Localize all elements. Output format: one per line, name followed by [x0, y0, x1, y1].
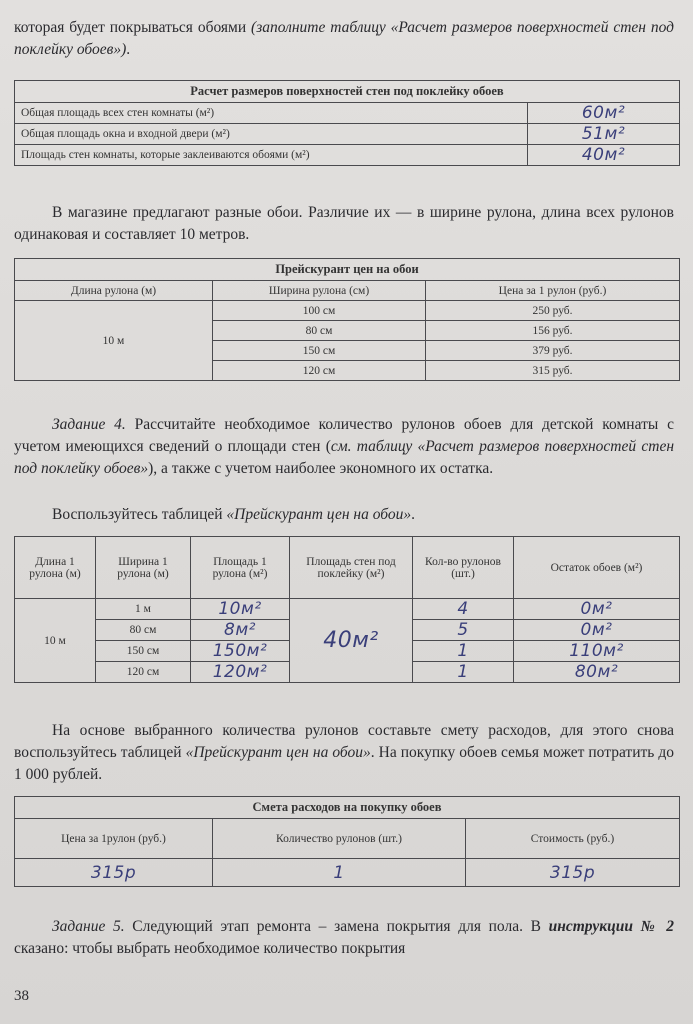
header-wall-area: Площадь стен под поклейку (м²)	[290, 537, 413, 599]
handwritten-roll-count: 1	[413, 662, 514, 683]
shop-paragraph: В магазине предлагают разные обои. Различие их — в ширине рулона, длина всех рулонов одинаковая и составляет 10 метров.	[14, 204, 674, 243]
task5-instruction-ref: инструкции № 2	[548, 918, 674, 935]
roll-price: 156 руб.	[426, 321, 680, 341]
budget-italic-ref: «Прейскурант цен на обои»	[185, 744, 371, 761]
table-row	[15, 103, 680, 124]
intro-paragraph	[14, 17, 674, 61]
handwritten-remainder: 80м²	[514, 662, 680, 683]
handwritten-roll-area: 120м²	[191, 662, 290, 683]
task4-paragraph	[14, 414, 674, 480]
roll-price: 379 руб.	[426, 341, 680, 361]
intro-end: .	[126, 41, 131, 58]
task4-line2-end: .	[411, 506, 415, 523]
pricelist-table	[14, 258, 680, 381]
header-price: Цена за 1 рулон (руб.)	[426, 281, 680, 301]
wall-area-table	[14, 80, 680, 166]
handwritten-roll-area: 8м²	[191, 620, 290, 641]
task5-text-end: сказано: чтобы выбрать необходимое количество покрытия	[14, 940, 406, 957]
estimate-title: Смета расходов на покупку обоев	[15, 797, 680, 819]
handwritten-price: 315р	[15, 859, 213, 887]
roll-width: 150 см	[213, 341, 426, 361]
budget-text: На основе выбранного количества рулонов составьте смету расходов, для этого снова воспользуйтесь таблицей	[14, 722, 674, 761]
header-roll-area: Площадь 1 рулона (м²)	[191, 537, 290, 599]
handwritten-remainder: 110м²	[514, 641, 680, 662]
handwritten-roll-count: 5	[413, 620, 514, 641]
header-roll-count: Кол-во рулонов (шт.)	[413, 537, 514, 599]
calc-roll-width: 80 см	[96, 620, 191, 641]
header-roll-width: Ширина 1 рулона (м)	[96, 537, 191, 599]
row-label: Общая площадь окна и входной двери (м²)	[15, 124, 528, 145]
roll-price: 250 руб.	[426, 301, 680, 321]
intro-text: которая будет покрываться обоями	[14, 19, 252, 36]
handwritten-value: 51м²	[528, 124, 680, 145]
roll-calc-table	[14, 536, 680, 683]
row-label: Общая площадь всех стен комнаты (м²)	[15, 103, 528, 124]
row-label: Площадь стен комнаты, которые заклеиваются обоями (м²)	[15, 145, 528, 166]
intro-italic-ref: (заполните таблицу «Расчет размеров поверхностей стен под поклейку обоев»)	[14, 19, 674, 58]
handwritten-wall-area: 40м²	[290, 599, 413, 683]
table-row	[15, 859, 680, 887]
handwritten-roll-area: 10м²	[191, 599, 290, 620]
task5-text: Следующий этап ремонта – замена покрытия для пола. В	[124, 918, 549, 935]
task4-text-end: ), а также с учетом наиболее экономного их остатка.	[148, 460, 494, 477]
header-remainder: Остаток обоев (м²)	[514, 537, 680, 599]
task4-line2-italic: «Прейскурант цен на обои»	[226, 506, 412, 523]
roll-width: 80 см	[213, 321, 426, 341]
header-roll-quantity: Количество рулонов (шт.)	[213, 819, 466, 859]
task5-paragraph	[14, 916, 674, 960]
handwritten-remainder: 0м²	[514, 620, 680, 641]
calc-roll-length: 10 м	[15, 599, 96, 683]
estimate-table	[14, 796, 680, 887]
handwritten-quantity: 1	[213, 859, 466, 887]
handwritten-roll-count: 1	[413, 641, 514, 662]
budget-paragraph	[14, 720, 674, 786]
calc-roll-width: 120 см	[96, 662, 191, 683]
roll-width: 100 см	[213, 301, 426, 321]
header-roll-length: Длина 1 рулона (м)	[15, 537, 96, 599]
handwritten-roll-count: 4	[413, 599, 514, 620]
budget-text-end: . На покупку обоев семья может потратить до 1 000 рублей.	[14, 744, 674, 783]
header-cost: Стоимость (руб.)	[466, 819, 680, 859]
task4-line2-text: Воспользуйтесь таблицей	[52, 506, 227, 523]
table-row	[15, 124, 680, 145]
handwritten-value: 60м²	[528, 103, 680, 124]
task4-line2	[52, 504, 672, 526]
header-width: Ширина рулона (см)	[213, 281, 426, 301]
handwritten-cost: 315р	[466, 859, 680, 887]
calc-roll-width: 1 м	[96, 599, 191, 620]
wall-area-table-title: Расчет размеров поверхностей стен под поклейку обоев	[15, 81, 680, 103]
table-row	[15, 301, 680, 321]
table-row	[15, 145, 680, 166]
roll-price: 315 руб.	[426, 361, 680, 381]
task4-ref: см. таблицу «Расчет размеров поверхностей стен под поклейку обоев»	[14, 438, 675, 477]
pricelist-title: Прейскурант цен на обои	[15, 259, 680, 281]
task4-label: Задание 4.	[52, 416, 126, 433]
page-number: 38	[14, 988, 29, 1004]
handwritten-roll-area: 150м²	[191, 641, 290, 662]
handwritten-remainder: 0м²	[514, 599, 680, 620]
task4-text: Рассчитайте необходимое количество рулонов обоев для детской комнаты с учетом имеющихся сведений о площади стен (	[14, 416, 674, 455]
handwritten-value: 40м²	[528, 145, 680, 166]
roll-length: 10 м	[15, 301, 213, 381]
calc-roll-width: 150 см	[96, 641, 191, 662]
header-price-per-roll: Цена за 1рулон (руб.)	[15, 819, 213, 859]
header-length: Длина рулона (м)	[15, 281, 213, 301]
table-row	[15, 599, 680, 620]
task5-label: Задание 5.	[52, 918, 125, 935]
roll-width: 120 см	[213, 361, 426, 381]
